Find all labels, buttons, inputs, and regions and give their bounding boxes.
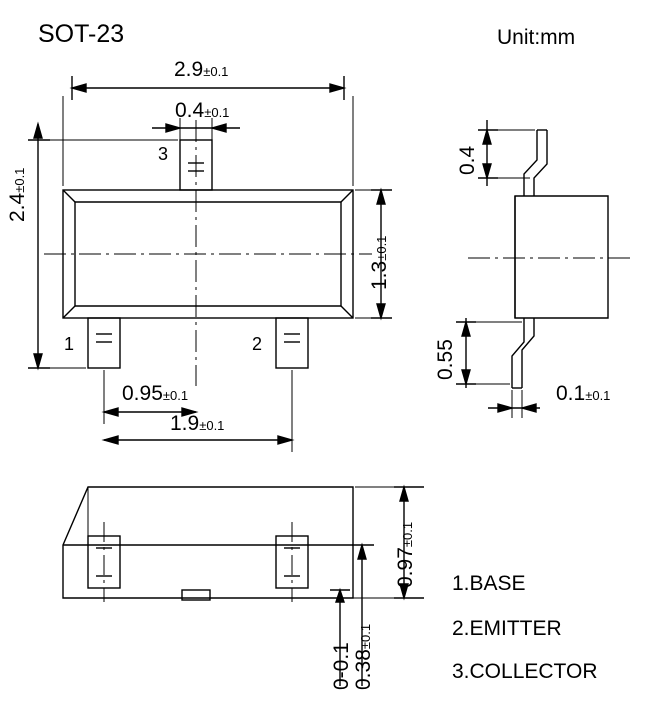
unit-label: Unit:mm — [497, 26, 576, 49]
legend-item-base: 1.BASE — [452, 572, 526, 595]
dim-value-0p55: 0.55 — [434, 339, 457, 380]
dim-value-1p3: 1.3 — [368, 260, 391, 290]
dim-tol-1p3: ±0.1 — [374, 235, 389, 261]
dim-label-0p97 — [394, 522, 418, 588]
legend-item-collector: 3.COLLECTOR — [452, 660, 598, 683]
dim-value-2p4: 2.4 — [6, 192, 29, 222]
dim-value-0p38: 0.38 — [352, 649, 375, 690]
side-lead-upper-inner — [534, 130, 547, 196]
dim-tol-0p4: ±0.1 — [204, 105, 230, 120]
dim-tol-0p97: ±0.1 — [400, 521, 415, 548]
dim-label-0to0p1 — [330, 642, 354, 690]
dim-value-0to0p1: 0-0.1 — [330, 642, 353, 690]
front-body-outline — [63, 487, 353, 598]
dim-value-0p1: 0.1 — [556, 382, 586, 405]
dim-tol-2p4: ±0.1 — [12, 167, 27, 193]
dim-label-0p1 — [556, 382, 610, 406]
dim-value-side-0p4: 0.4 — [456, 145, 479, 175]
pin-2-lead — [276, 318, 308, 368]
pin-1-lead — [88, 318, 120, 368]
dim-value-1p9: 1.9 — [170, 412, 200, 435]
dim-tol-0p95: ±0.1 — [162, 388, 189, 403]
pin-number-1: 1 — [64, 334, 75, 354]
dim-value-0p4: 0.4 — [175, 99, 205, 122]
dim-value-0p97: 0.97 — [394, 547, 417, 588]
side-body — [515, 196, 608, 318]
dim-label-2p4 — [6, 168, 30, 222]
dim-value-2p9: 2.9 — [174, 58, 204, 81]
side-lead-upper-outer — [524, 130, 537, 196]
dim-label-0p4 — [175, 99, 229, 123]
dim-tol-0p38: ±0.1 — [358, 623, 373, 650]
pin-number-2: 2 — [252, 334, 263, 354]
drawing-title: SOT-23 — [38, 20, 125, 48]
legend-item-emitter: 2.EMITTER — [452, 617, 562, 640]
dim-label-0p55 — [434, 339, 458, 380]
pin-number-3: 3 — [158, 144, 169, 164]
dim-label-0p38 — [352, 624, 376, 690]
dim-label-2p9 — [174, 58, 228, 82]
dim-tol-1p9: ±0.1 — [199, 418, 225, 433]
dim-label-1p9 — [170, 412, 224, 436]
dim-label-1p3 — [368, 236, 392, 290]
dim-label-0p95 — [122, 382, 188, 406]
dim-label-side-0p4 — [456, 146, 480, 175]
dim-tol-2p9: ±0.1 — [203, 64, 229, 79]
dim-value-0p95: 0.95 — [122, 382, 163, 405]
dim-tol-0p1: ±0.1 — [585, 388, 611, 403]
